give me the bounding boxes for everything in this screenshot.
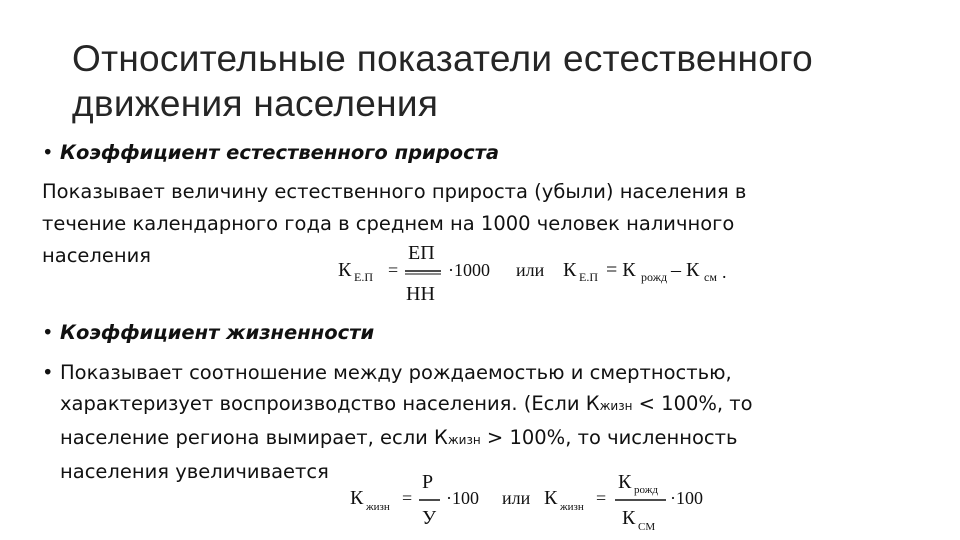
desc-line-4: населения увеличивается (60, 460, 329, 483)
desc-line-2 (60, 388, 922, 422)
bullet-vitality (42, 317, 374, 348)
f2-rhs-sub: жизн (560, 501, 584, 513)
f1-rhs-eq: = К (606, 259, 636, 281)
para-line-1: Показывает величину естественного прироста (убыли) населения в (42, 180, 747, 203)
heading-natural-increase: Коэффициент естественного прироста (60, 141, 500, 164)
f2-rhs-k: К (544, 487, 558, 509)
f1-rhs-k: К (563, 259, 577, 281)
f1-numerator: ЕП (408, 242, 435, 264)
desc-line-2-b: < 100%, то (632, 392, 753, 415)
f2-eq: = (402, 488, 413, 508)
desc-line-3-b: > 100%, то численность (480, 426, 738, 449)
para-line-2: течение календарного года в среднем на 1000 человек наличного (42, 212, 735, 235)
f2-den2-sub: СМ (638, 521, 656, 533)
desc-line-2-a: характеризует воспроизводство населения. (Если К (60, 392, 600, 415)
f1-eq: = (388, 260, 399, 280)
desc-line-2-sub: жизн (599, 399, 633, 413)
f1-rhs-sub2: рожд (641, 270, 668, 284)
f2-denominator: У (422, 507, 437, 529)
bullet-dot: • (42, 361, 54, 384)
desc-line-3 (60, 422, 922, 456)
bullet-natural-increase (42, 137, 499, 168)
f1-rhs-minus: – К (671, 259, 700, 281)
bullet-dot: • (42, 141, 54, 164)
slide-title (72, 36, 932, 126)
f1-denominator: НН (406, 283, 435, 305)
f2-lhs: К (350, 487, 364, 509)
title-line-1: Относительные показатели естественного (72, 38, 814, 79)
f2-multiplier: ·100 (446, 488, 479, 508)
f2-lhs-sub: жизн (366, 501, 390, 513)
f1-rhs-sub3: см (704, 270, 717, 284)
f2-numerator: Р (422, 472, 434, 493)
desc-line-1: Показывает соотношение между рождаемостью и смертностью, (60, 361, 732, 384)
f2-or: или (502, 488, 531, 508)
f1-multiplier: ·1000 (448, 260, 490, 280)
f1-rhs-end: . (722, 262, 727, 282)
formula-natural-increase (338, 240, 758, 306)
bullet-vitality-desc (42, 357, 922, 487)
bullet-dot: • (42, 321, 54, 344)
f2-den2: К (622, 507, 636, 529)
title-line-2: движения населения (72, 83, 439, 124)
f2-num2-sub: рожд (634, 484, 658, 496)
f2-multiplier2: ·100 (670, 488, 703, 508)
heading-vitality: Коэффициент жизненности (60, 321, 375, 344)
para-line-3: населения (42, 244, 152, 267)
f1-or: или (516, 260, 545, 280)
f2-num2: К (618, 472, 632, 493)
f1-lhs-sub: Е.П (354, 270, 373, 284)
f1-lhs: К (338, 259, 352, 281)
formula-vitality (350, 472, 720, 538)
f1-rhs-sub: Е.П (579, 270, 598, 284)
f2-rhs-eq: = (596, 488, 607, 508)
desc-line-3-sub: жизн (447, 433, 481, 447)
desc-line-3-a: население региона вымирает, если К (60, 426, 448, 449)
